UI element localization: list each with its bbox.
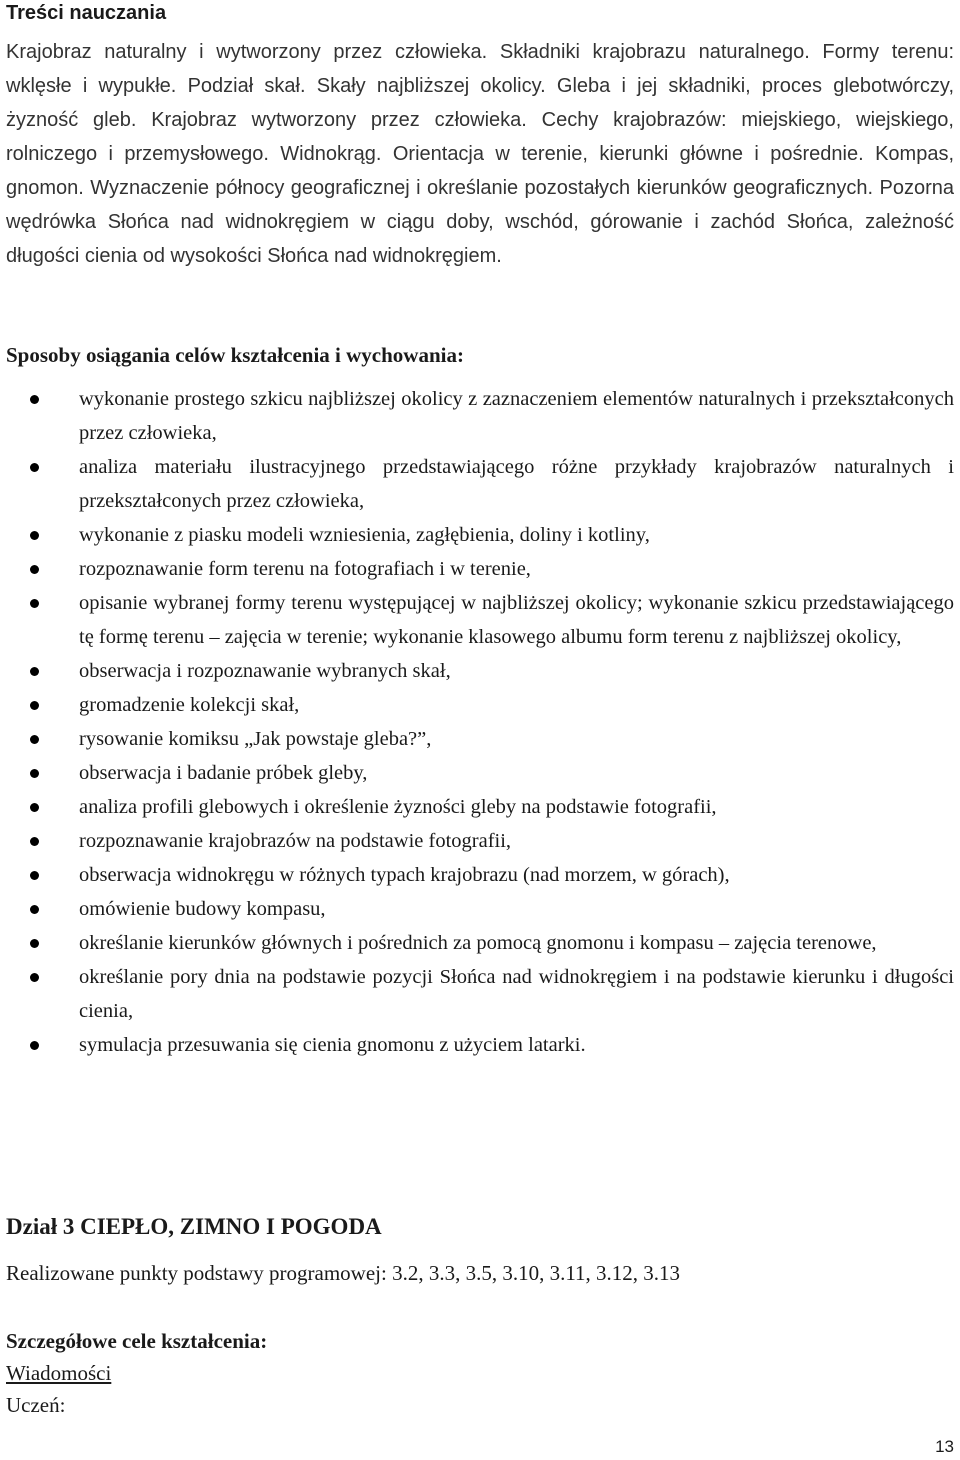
list-item: wykonanie prostego szkicu najbliższej okolicy z zaznaczeniem elementów naturalnych i przekształconych przez człowieka, — [0, 382, 960, 450]
realizowane-punkty: Realizowane punkty podstawy programowej: 3.2, 3.3, 3.5, 3.10, 3.11, 3.12, 3.13 — [6, 1261, 681, 1285]
methods-title: Sposoby osiągania celów kształcenia i wychowania: — [6, 343, 464, 367]
bullet-icon — [30, 803, 39, 812]
bullet-icon — [30, 701, 39, 710]
bullet-icon — [30, 837, 39, 846]
dzial-title: Dział 3 CIEPŁO, ZIMNO I POGODA — [6, 1214, 382, 1239]
list-item: obserwacja widnokręgu w różnych typach krajobrazu (nad morzem, w górach), — [0, 858, 960, 892]
uczen-label: Uczeń: — [6, 1393, 66, 1417]
list-item: wykonanie z piasku modeli wzniesienia, zagłębienia, doliny i kotliny, — [0, 518, 960, 552]
list-item: rozpoznawanie krajobrazów na podstawie fotografii, — [0, 824, 960, 858]
list-item: gromadzenie kolekcji skał, — [0, 688, 960, 722]
bullet-icon — [30, 735, 39, 744]
list-item: określanie kierunków głównych i pośrednich za pomocą gnomonu i kompasu – zajęcia terenowe, — [0, 926, 960, 960]
bullet-icon — [30, 1041, 39, 1050]
bullet-icon — [30, 599, 39, 608]
content-paragraph: Krajobraz naturalny i wytworzony przez człowieka. Składniki krajobrazu naturalnego. Formy terenu: wklęsłe i wypukłe. Podział skał. Skały najbliższej okolicy. Gleba i jej składniki, proces glebotwórczy, żyzność gleb. Krajobraz wytworzony przez człowieka. Cechy krajobrazów: miejskiego, wiejskiego, rolniczego i przemysłowego. Widnokrąg. Orientacja w terenie, kierunki główne i pośrednie. Kompas, gnomon. Wyznaczenie północy geograficznej i określanie pozostałych kierunków geograficznych. Pozorna wędrówka Słońca nad widnokręgiem w ciągu doby, wschód, górowanie i zachód Słońca, zależność długości cienia od wysokości Słońca nad widnokręgiem. — [6, 41, 954, 267]
cele-title: Szczegółowe cele kształcenia: — [6, 1329, 268, 1353]
bullet-icon — [30, 905, 39, 914]
list-item: rysowanie komiksu „Jak powstaje gleba?”, — [0, 722, 960, 756]
list-item: określanie pory dnia na podstawie pozycji Słońca nad widnokręgiem i na podstawie kierunku i długości cienia, — [0, 960, 960, 1028]
list-item: omówienie budowy kompasu, — [0, 892, 960, 926]
list-item: analiza materiału ilustracyjnego przedstawiającego różne przykłady krajobrazów naturalnych i przekształconych przez człowieka, — [0, 450, 960, 518]
list-item: obserwacja i rozpoznawanie wybranych skał, — [0, 654, 960, 688]
list-item: opisanie wybranej formy terenu występującej w najbliższej okolicy; wykonanie szkicu przedstawiającego tę formę terenu – zajęcia w terenie; wykonanie klasowego albumu form terenu z najbliższej okolicy, — [0, 586, 960, 654]
bullet-icon — [30, 769, 39, 778]
page-number: 13 — [935, 1437, 954, 1456]
bullet-icon — [30, 871, 39, 880]
bullet-icon — [30, 939, 39, 948]
bullet-icon — [30, 395, 39, 404]
section-title: Treści nauczania — [6, 2, 167, 24]
bullet-icon — [30, 531, 39, 540]
bullet-icon — [30, 667, 39, 676]
bullet-icon — [30, 463, 39, 472]
list-item: obserwacja i badanie próbek gleby, — [0, 756, 960, 790]
wiadomosci-label: Wiadomości — [6, 1361, 112, 1385]
list-item: analiza profili glebowych i określenie żyzności gleby na podstawie fotografii, — [0, 790, 960, 824]
methods-list — [0, 382, 960, 1062]
bullet-icon — [30, 973, 39, 982]
list-item: symulacja przesuwania się cienia gnomonu z użyciem latarki. — [0, 1028, 960, 1062]
list-item: rozpoznawanie form terenu na fotografiach i w terenie, — [0, 552, 960, 586]
bullet-icon — [30, 565, 39, 574]
